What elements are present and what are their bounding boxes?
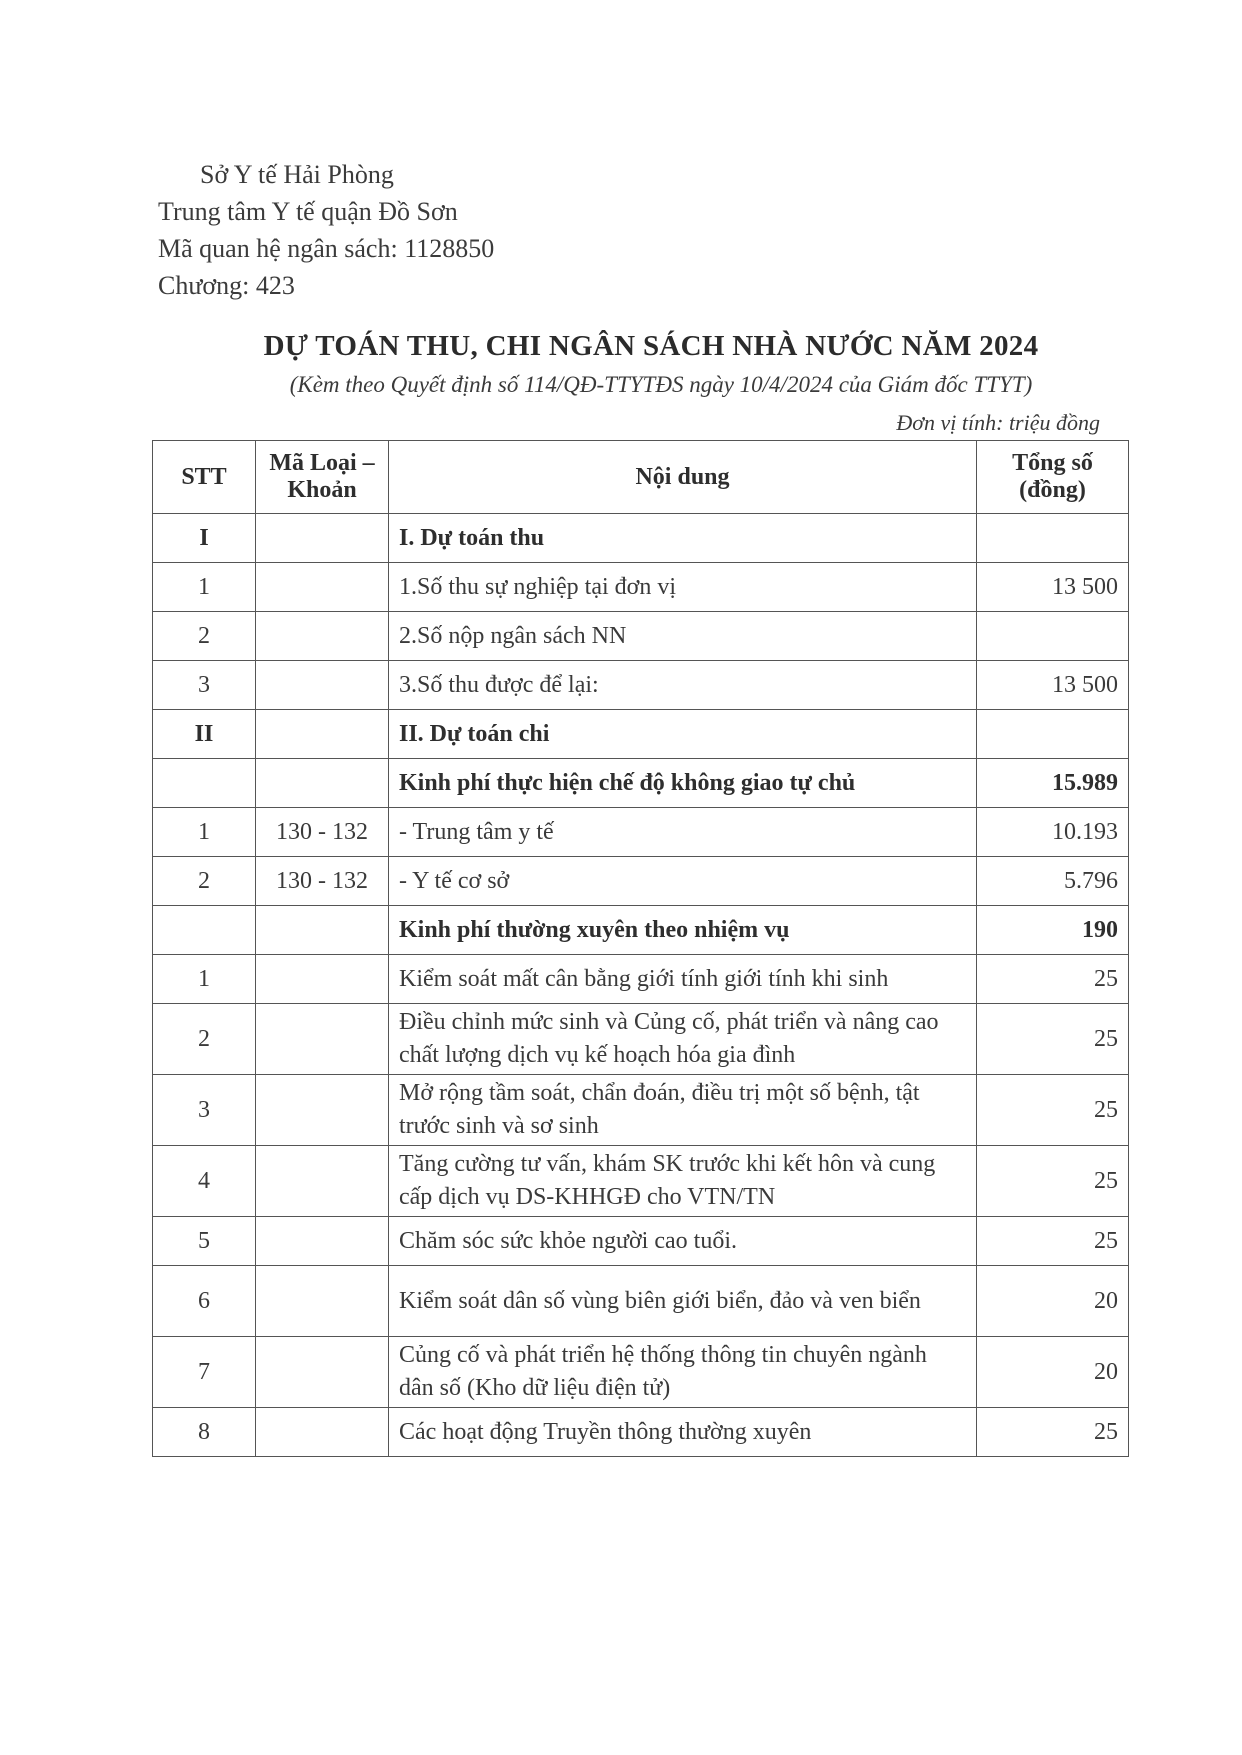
- cell-code: [256, 1146, 389, 1217]
- cell-content: - Y tế cơ sở: [389, 857, 977, 906]
- cell-stt: 1: [153, 808, 256, 857]
- cell-content: - Trung tâm y tế: [389, 808, 977, 857]
- cell-stt: [153, 759, 256, 808]
- cell-code: [256, 1004, 389, 1075]
- cell-total: 25: [977, 955, 1129, 1004]
- cell-content: 3.Số thu được để lại:: [389, 661, 977, 710]
- cell-stt: [153, 906, 256, 955]
- table-row: [153, 661, 1129, 710]
- cell-code: [256, 661, 389, 710]
- cell-total: 5.796: [977, 857, 1129, 906]
- cell-content: Mở rộng tầm soát, chẩn đoán, điều trị một số bệnh, tật trước sinh và sơ sinh: [389, 1075, 977, 1146]
- chapter: Chương: 423: [158, 271, 295, 300]
- cell-code: [256, 563, 389, 612]
- table-row: [153, 1075, 1129, 1146]
- budget-table: [152, 440, 1129, 1457]
- cell-stt: 1: [153, 955, 256, 1004]
- cell-content: Điều chỉnh mức sinh và Củng cố, phát triển và nâng cao chất lượng dịch vụ kế hoạch hóa gia đình: [389, 1004, 977, 1075]
- cell-stt: 2: [153, 1004, 256, 1075]
- table-row: [153, 563, 1129, 612]
- cell-code: [256, 514, 389, 563]
- cell-content: 1.Số thu sự nghiệp tại đơn vị: [389, 563, 977, 612]
- cell-content: 2.Số nộp ngân sách NN: [389, 612, 977, 661]
- table-header-row: [153, 441, 1129, 514]
- cell-code: [256, 1217, 389, 1266]
- budget-code: Mã quan hệ ngân sách: 1128850: [158, 234, 495, 263]
- cell-stt: 6: [153, 1266, 256, 1337]
- cell-code: [256, 612, 389, 661]
- document-subtitle: (Kèm theo Quyết định số 114/QĐ-TTYTĐS ngày 10/4/2024 của Giám đốc TTYT): [289, 372, 1033, 397]
- cell-content: II. Dự toán chi: [389, 710, 977, 759]
- cell-total: 20: [977, 1266, 1129, 1337]
- cell-stt: 1: [153, 563, 256, 612]
- table-row: [153, 955, 1129, 1004]
- cell-total: [977, 514, 1129, 563]
- cell-total: 190: [977, 906, 1129, 955]
- cell-code: 130 - 132: [256, 808, 389, 857]
- cell-total: [977, 710, 1129, 759]
- cell-stt: 8: [153, 1408, 256, 1457]
- cell-total: 10.193: [977, 808, 1129, 857]
- cell-total: 13 500: [977, 661, 1129, 710]
- cell-code: [256, 710, 389, 759]
- table-row: [153, 612, 1129, 661]
- cell-stt: II: [153, 710, 256, 759]
- table-row: [153, 1146, 1129, 1217]
- table-row: [153, 857, 1129, 906]
- cell-total: 15.989: [977, 759, 1129, 808]
- cell-content: Tăng cường tư vấn, khám SK trước khi kết hôn và cung cấp dịch vụ DS-KHHGĐ cho VTN/TN: [389, 1146, 977, 1217]
- cell-content: Chăm sóc sức khỏe người cao tuổi.: [389, 1217, 977, 1266]
- table-row: [153, 1217, 1129, 1266]
- cell-code: [256, 1408, 389, 1457]
- cell-total: 13 500: [977, 563, 1129, 612]
- cell-stt: 3: [153, 661, 256, 710]
- header-stt: STT: [153, 441, 256, 514]
- cell-stt: I: [153, 514, 256, 563]
- cell-code: [256, 1075, 389, 1146]
- cell-total: 25: [977, 1004, 1129, 1075]
- cell-total: 20: [977, 1337, 1129, 1408]
- cell-content: Các hoạt động Truyền thông thường xuyên: [389, 1408, 977, 1457]
- table-row: [153, 710, 1129, 759]
- cell-code: [256, 759, 389, 808]
- table-row: [153, 759, 1129, 808]
- cell-stt: 3: [153, 1075, 256, 1146]
- table-row: [153, 514, 1129, 563]
- header-code: Mã Loại – Khoản: [256, 441, 389, 514]
- table-row: [153, 1408, 1129, 1457]
- table-row: [153, 1337, 1129, 1408]
- cell-stt: 5: [153, 1217, 256, 1266]
- table-row: [153, 808, 1129, 857]
- cell-code: [256, 906, 389, 955]
- cell-stt: 2: [153, 612, 256, 661]
- table-row: [153, 1004, 1129, 1075]
- cell-code: 130 - 132: [256, 857, 389, 906]
- cell-content: Kiểm soát mất cân bằng giới tính giới tính khi sinh: [389, 955, 977, 1004]
- cell-code: [256, 1337, 389, 1408]
- center-name: Trung tâm Y tế quận Đồ Sơn: [158, 197, 458, 226]
- cell-total: 25: [977, 1146, 1129, 1217]
- cell-code: [256, 955, 389, 1004]
- cell-content: Củng cố và phát triển hệ thống thông tin chuyên ngành dân số (Kho dữ liệu điện tử): [389, 1337, 977, 1408]
- cell-stt: 2: [153, 857, 256, 906]
- cell-stt: 4: [153, 1146, 256, 1217]
- header-content: Nội dung: [389, 441, 977, 514]
- cell-content: Kinh phí thường xuyên theo nhiệm vụ: [389, 906, 977, 955]
- header-total: Tổng số (đồng): [977, 441, 1129, 514]
- cell-code: [256, 1266, 389, 1337]
- table-row: [153, 906, 1129, 955]
- cell-total: 25: [977, 1217, 1129, 1266]
- cell-content: Kiểm soát dân số vùng biên giới biển, đảo và ven biển: [389, 1266, 977, 1337]
- cell-content: Kinh phí thực hiện chế độ không giao tự chủ: [389, 759, 977, 808]
- cell-total: [977, 612, 1129, 661]
- cell-stt: 7: [153, 1337, 256, 1408]
- cell-total: 25: [977, 1075, 1129, 1146]
- unit-note: Đơn vị tính: triệu đồng: [896, 410, 1100, 435]
- issuer-header: [158, 156, 494, 304]
- cell-content: I. Dự toán thu: [389, 514, 977, 563]
- document-title: DỰ TOÁN THU, CHI NGÂN SÁCH NHÀ NƯỚC NĂM 2024: [263, 330, 1039, 362]
- table-row: [153, 1266, 1129, 1337]
- cell-total: 25: [977, 1408, 1129, 1457]
- department-name: Sở Y tế Hải Phòng: [200, 160, 394, 189]
